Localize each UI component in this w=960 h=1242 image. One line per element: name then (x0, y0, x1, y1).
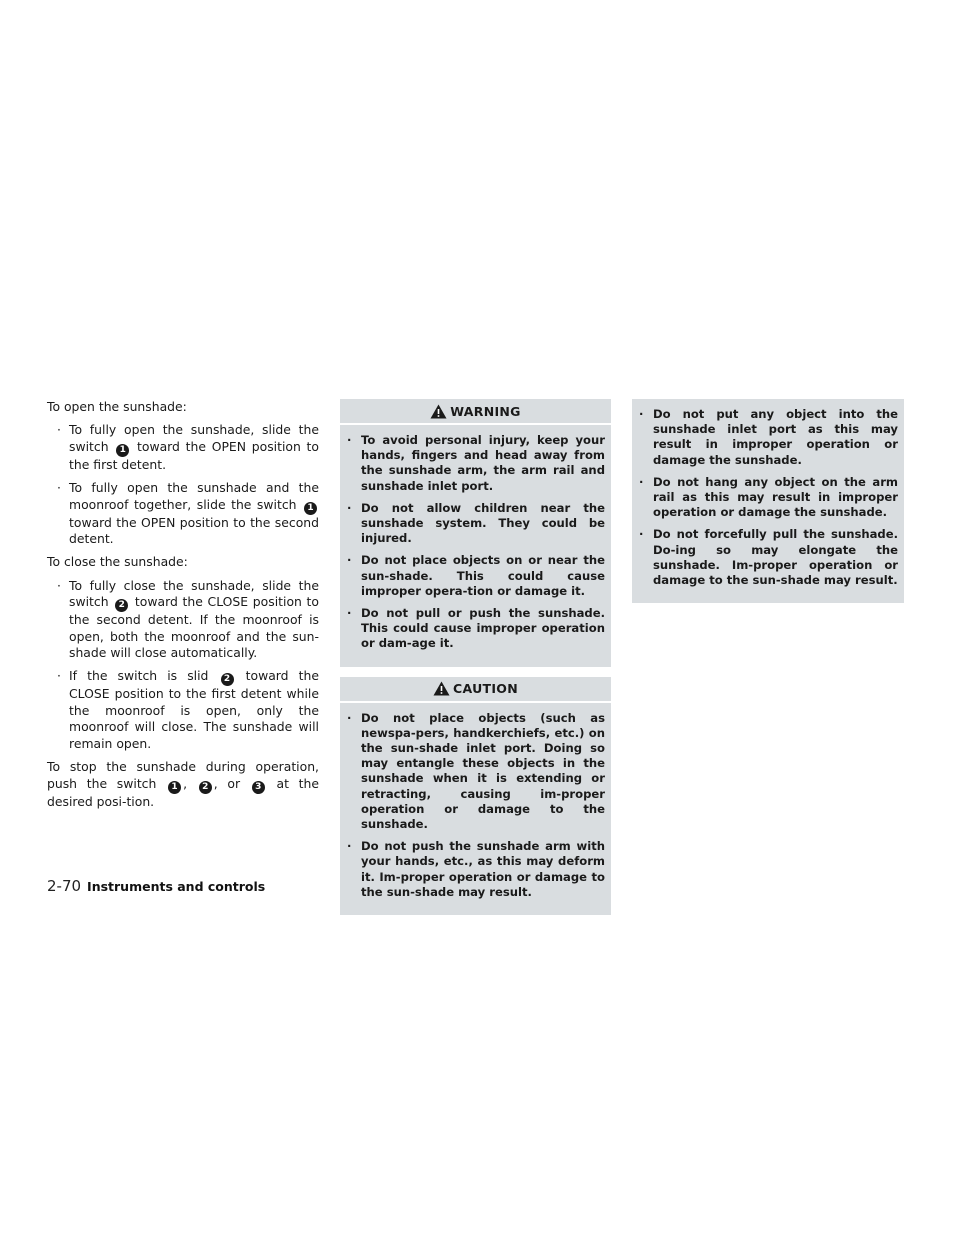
bullet-mark: · (57, 668, 61, 684)
number-2-icon: 2 (115, 599, 128, 612)
warning-box (340, 399, 611, 667)
number-1-icon: 1 (304, 502, 317, 515)
warning-item: · Do not allow children near the sunshade system. They could be injured. (347, 500, 605, 546)
close-item: · To fully close the sunshade, slide the switch 2 toward the CLOSE position to the second detent. If the moonroof is open, both the moonroof and the sun-shade will close automatically. (57, 577, 319, 661)
warning-continued-column (632, 399, 904, 613)
warning-item: · Do not place objects on or near the sun-shade. This could cause improper opera-tion or damage it. (347, 553, 605, 598)
bullet-mark: · (57, 422, 61, 438)
open-item: · To fully open the sunshade, slide the switch 1 toward the OPEN position to the first detent. (57, 422, 319, 472)
caution-header (340, 677, 611, 703)
warning-item: · To avoid personal injury, keep your hands, fingers and head away from the sunshade arm, the arm rail and sunshade inlet port. (347, 433, 605, 493)
caution-item: · Do not place objects (such as newspa-pers, handkerchiefs, etc.) on the sun-shade inlet port. Doing so may entangle these objects in the sunshade when it is extending or retracting, causing im-proper operation or damage to the sunshade. (347, 710, 605, 832)
caution-title: CAUTION (453, 681, 518, 697)
open-heading: To open the sunshade: (47, 399, 187, 414)
warning-continued-box (632, 399, 904, 603)
warning-header (340, 399, 611, 425)
number-2-icon: 2 (221, 673, 234, 686)
warning-triangle-icon (430, 404, 447, 419)
section-title: Instruments and controls (87, 879, 266, 894)
warning-item: · Do not pull or push the sunshade. This could cause improper operation or dam-age it. (347, 606, 605, 651)
number-3-icon: 3 (252, 781, 265, 794)
instructions-column (47, 399, 319, 817)
caution-box (340, 677, 611, 915)
number-2-icon: 2 (199, 781, 212, 794)
number-1-icon: 1 (116, 444, 129, 457)
caution-item: · Do not push the sunshade arm with your hands, etc., as this may deform it. Im-proper operation or damage to the sun-shade may result. (347, 839, 605, 899)
warning-item: · Do not put any object into the sunshade inlet port as this may result in improper operation or damage the sunshade. (639, 407, 898, 467)
open-item: · To fully open the sunshade and the moonroof together, slide the switch 1 toward the OPEN position to the second detent. (57, 480, 319, 547)
close-heading: To close the sunshade: (47, 554, 188, 570)
warnings-column (340, 399, 611, 925)
close-item: · If the switch is slid 2 toward the CLOSE position to the first detent while the moonroof is open, only the moonroof will close. The sunshade will remain open. (57, 668, 319, 751)
warning-triangle-icon (433, 681, 450, 696)
page-number: 2-70 (47, 877, 82, 895)
stop-paragraph: To stop the sunshade during operation, push the switch 1 , 2 , or 3 at the desired posi-tion. (47, 759, 319, 809)
warning-item: · Do not hang any object on the arm rail as this may result in improper operation or damage the sunshade. (639, 474, 898, 520)
warning-item: · Do not forcefully pull the sunshade. Do-ing so may elongate the sunshade. Im-proper operation or damage to the sun-shade may result. (639, 527, 898, 588)
page-footer (47, 877, 265, 895)
number-1-icon: 1 (168, 781, 181, 794)
bullet-mark: · (57, 577, 61, 593)
bullet-mark: · (57, 480, 61, 496)
warning-title: WARNING (450, 403, 521, 419)
